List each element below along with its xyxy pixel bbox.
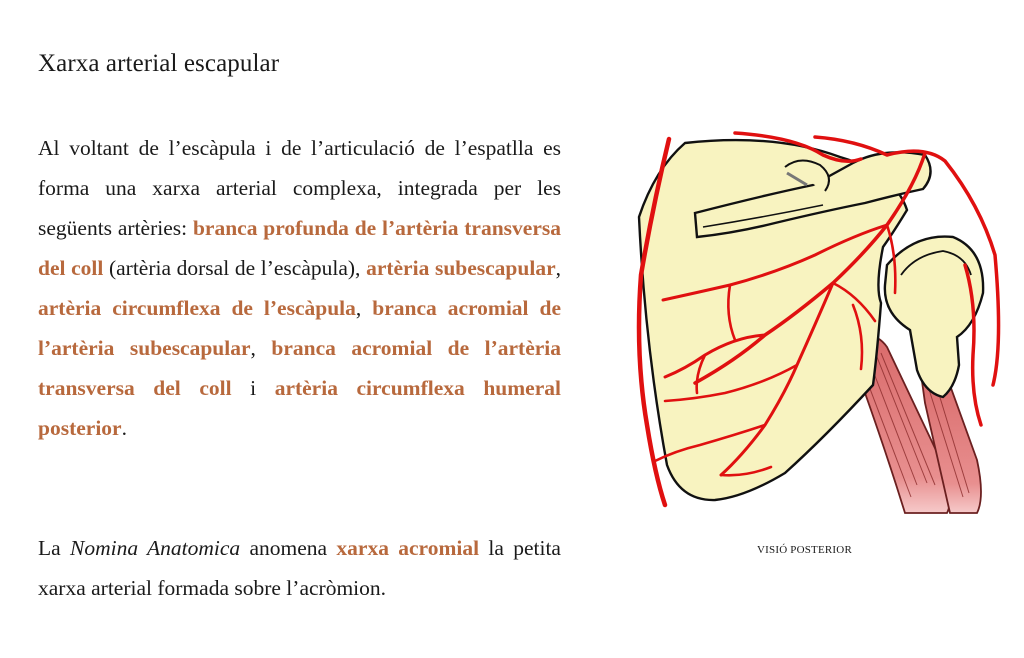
term-xarxa-acromial[interactable]: xarxa acromial [336, 536, 480, 560]
page-title: Xarxa arterial escapular [38, 50, 280, 77]
separator: i [231, 376, 275, 400]
scapula-illustration [625, 125, 1005, 515]
separator: , [250, 336, 272, 360]
term-arteria-circumflexa-humeral[interactable]: artèria circumflexa humeral posterior [38, 376, 561, 440]
term-arteria-circumflexa-escapula[interactable]: artèria circumflexa de l’escàpula [38, 296, 356, 320]
arteries-paragraph [38, 128, 561, 448]
mid-text: anomena [240, 536, 337, 560]
intro-text: Al voltant de l’escàpula i de l’articulació de l’espatlla es forma una xarxa arterial complexa, integrada per les següents artèries: [38, 136, 561, 240]
term-branca-acromial-subescapular[interactable]: branca acromial de l’artèria subescapular [38, 296, 561, 360]
term-arteria-subescapular[interactable]: artèria subescapular [366, 256, 556, 280]
end-text: la petita xarxa arterial formada sobre l’acròmion. [38, 536, 561, 600]
nomina-paragraph [38, 528, 561, 608]
separator: , [355, 296, 373, 320]
nomina-anatomica-italic: Nomina Anatomica [70, 536, 241, 560]
figure-caption: VISIÓ POSTERIOR [757, 544, 852, 556]
end-punctuation: . [121, 416, 127, 440]
lead-text: La [38, 536, 70, 560]
term-branca-profunda[interactable]: branca profunda de l’artèria transversa del coll [38, 216, 561, 280]
dorsal-note-text: (artèria dorsal de l’escàpula), [103, 256, 367, 280]
term-branca-acromial-transversa[interactable]: branca acromial de l’artèria transversa del coll [38, 336, 562, 400]
separator: , [555, 256, 561, 280]
